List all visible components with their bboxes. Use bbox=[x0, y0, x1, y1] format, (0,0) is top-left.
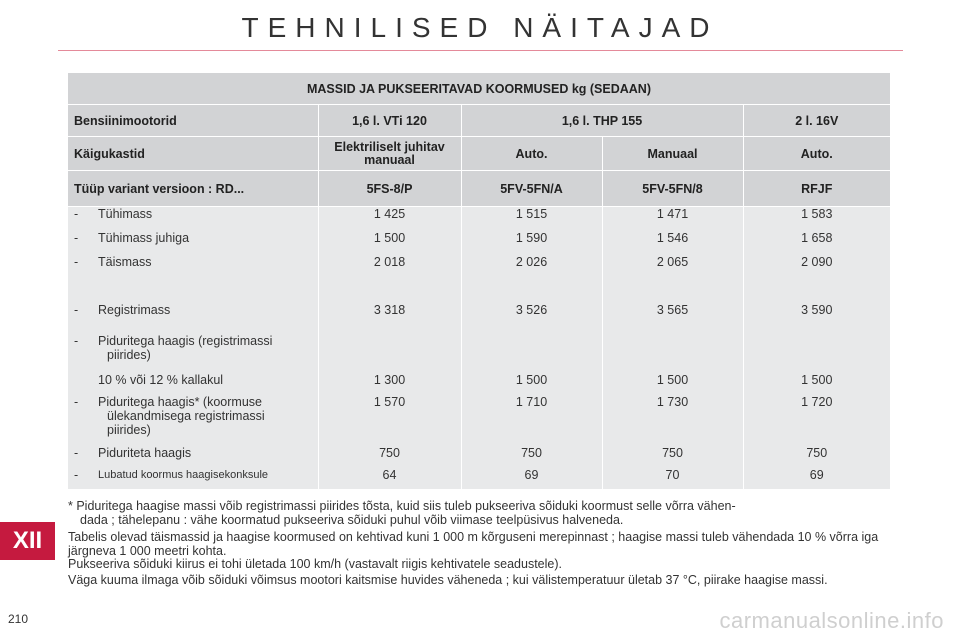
row-value bbox=[461, 334, 602, 373]
table-row bbox=[68, 255, 890, 303]
table-row bbox=[68, 446, 890, 468]
row-label: Registrimass bbox=[98, 302, 171, 317]
row-label: Lubatud koormus haagisekonksule bbox=[98, 468, 269, 481]
row-value: 3 590 bbox=[743, 303, 890, 334]
table-row bbox=[68, 207, 890, 231]
row-label-continuation: piirides) bbox=[107, 422, 151, 437]
row-value bbox=[318, 334, 461, 373]
variants-label: Tüüp variant versioon : RD... bbox=[68, 171, 318, 207]
row-value: 1 546 bbox=[602, 231, 743, 255]
row-value bbox=[743, 334, 890, 373]
row-label: Piduriteta haagis bbox=[98, 445, 192, 460]
row-value: 1 500 bbox=[461, 373, 602, 395]
row-value: 70 bbox=[602, 468, 743, 490]
variant-cell: RFJF bbox=[743, 171, 890, 207]
row-value: 750 bbox=[461, 446, 602, 468]
table-row bbox=[68, 303, 890, 334]
row-label: 10 % või 12 % kallakul bbox=[98, 372, 224, 387]
row-value: 1 590 bbox=[461, 231, 602, 255]
row-value: 2 018 bbox=[318, 255, 461, 303]
engine-cell: 1,6 l. THP 155 bbox=[461, 105, 743, 137]
row-value: 1 425 bbox=[318, 207, 461, 231]
table-row bbox=[68, 468, 890, 490]
engine-cell: 1,6 l. VTi 120 bbox=[318, 105, 461, 137]
mass-table bbox=[68, 73, 890, 490]
title-divider bbox=[58, 50, 903, 51]
gearbox-cell: Manuaal bbox=[602, 137, 743, 171]
table-row bbox=[68, 334, 890, 373]
row-value: 1 500 bbox=[602, 373, 743, 395]
row-dash bbox=[74, 373, 98, 387]
row-label-continuation: piirides) bbox=[107, 347, 151, 362]
footnote-line: dada ; tähelepanu : vähe koormatud pukseeriva sõiduki puhul võib viimase teelpüsivus halveneda. bbox=[80, 513, 624, 527]
gearbox-cell: Elektriliselt juhitav manuaal bbox=[318, 137, 461, 171]
watermark: carmanualsonline.info bbox=[719, 608, 944, 633]
row-value: 1 710 bbox=[461, 395, 602, 446]
row-value: 1 500 bbox=[318, 231, 461, 255]
row-value: 1 500 bbox=[743, 373, 890, 395]
note-paragraph: Tabelis olevad täismassid ja haagise koormused on kehtivad kuni 1 000 m kõrguseni merepinnast ; haagise massi tuleb vähendada 10 % võrra iga järgneva 1 000 meetri kohta. bbox=[68, 530, 879, 558]
row-label: Piduritega haagis* (koormuse bbox=[98, 394, 262, 409]
footnote bbox=[68, 499, 893, 527]
table-row bbox=[68, 395, 890, 446]
row-dash: - bbox=[74, 302, 79, 317]
note-paragraph: Pukseeriva sõiduki kiirus ei tohi ületada 100 km/h (vastavalt riigis kehtivatele seadustele). bbox=[68, 557, 562, 571]
gearboxes-row bbox=[68, 137, 890, 171]
row-value: 2 090 bbox=[743, 255, 890, 303]
footnote-line: * Piduritega haagise massi võib registrimassi piirides tõsta, kuid siis tuleb pukseeriva sõiduki koormust selle võrra vähen- bbox=[68, 499, 736, 513]
row-dash: - bbox=[74, 445, 79, 460]
table-row bbox=[68, 231, 890, 255]
engines-label: Bensiinimootorid bbox=[68, 105, 318, 137]
table-row bbox=[68, 373, 890, 395]
row-value: 1 730 bbox=[602, 395, 743, 446]
row-dash: - bbox=[74, 254, 79, 269]
gearbox-cell: Auto. bbox=[461, 137, 602, 171]
row-value: 1 515 bbox=[461, 207, 602, 231]
row-dash: - bbox=[74, 207, 79, 221]
row-value: 1 658 bbox=[743, 231, 890, 255]
row-value: 2 026 bbox=[461, 255, 602, 303]
row-value: 1 570 bbox=[318, 395, 461, 446]
table-caption: MASSID JA PUKSEERITAVAD KOORMUSED kg (SEDAAN) bbox=[68, 73, 890, 105]
row-dash: - bbox=[74, 467, 79, 482]
row-value: 750 bbox=[602, 446, 743, 468]
page-title: TEHNILISED NÄITAJAD bbox=[241, 12, 719, 43]
row-value: 69 bbox=[461, 468, 602, 490]
variant-cell: 5FV-5FN/8 bbox=[602, 171, 743, 207]
variants-row bbox=[68, 171, 890, 207]
row-label: Piduritega haagis (registrimassi bbox=[98, 333, 273, 348]
row-value: 3 565 bbox=[602, 303, 743, 334]
row-value: 1 300 bbox=[318, 373, 461, 395]
row-value: 2 065 bbox=[602, 255, 743, 303]
section-tab: XII bbox=[0, 522, 55, 560]
row-label: Täismass bbox=[98, 254, 152, 269]
variant-cell: 5FS-8/P bbox=[318, 171, 461, 207]
row-value: 3 526 bbox=[461, 303, 602, 334]
row-value: 3 318 bbox=[318, 303, 461, 334]
engines-row bbox=[68, 105, 890, 137]
note-paragraph: Väga kuuma ilmaga võib sõiduki võimsus mootori kaitsmise huvides väheneda ; kui välistemperatuur ületab 37 °C, piirake haagise massi. bbox=[68, 573, 828, 587]
row-label-continuation: ülekandmisega registrimassi bbox=[107, 408, 265, 423]
page-number: 210 bbox=[8, 612, 29, 626]
row-label: Tühimass juhiga bbox=[98, 230, 190, 245]
variant-cell: 5FV-5FN/A bbox=[461, 171, 602, 207]
row-dash: - bbox=[74, 230, 79, 245]
row-value: 1 583 bbox=[743, 207, 890, 231]
row-value: 750 bbox=[743, 446, 890, 468]
engine-cell: 2 l. 16V bbox=[743, 105, 890, 137]
row-value: 750 bbox=[318, 446, 461, 468]
row-value: 64 bbox=[318, 468, 461, 490]
row-value: 1 471 bbox=[602, 207, 743, 231]
gearboxes-label: Käigukastid bbox=[68, 137, 318, 171]
row-dash: - bbox=[74, 394, 79, 409]
row-value: 1 720 bbox=[743, 395, 890, 446]
row-dash: - bbox=[74, 333, 79, 348]
gearbox-cell: Auto. bbox=[743, 137, 890, 171]
row-label: Tühimass bbox=[98, 207, 153, 221]
row-value: 69 bbox=[743, 468, 890, 490]
row-value bbox=[602, 334, 743, 373]
